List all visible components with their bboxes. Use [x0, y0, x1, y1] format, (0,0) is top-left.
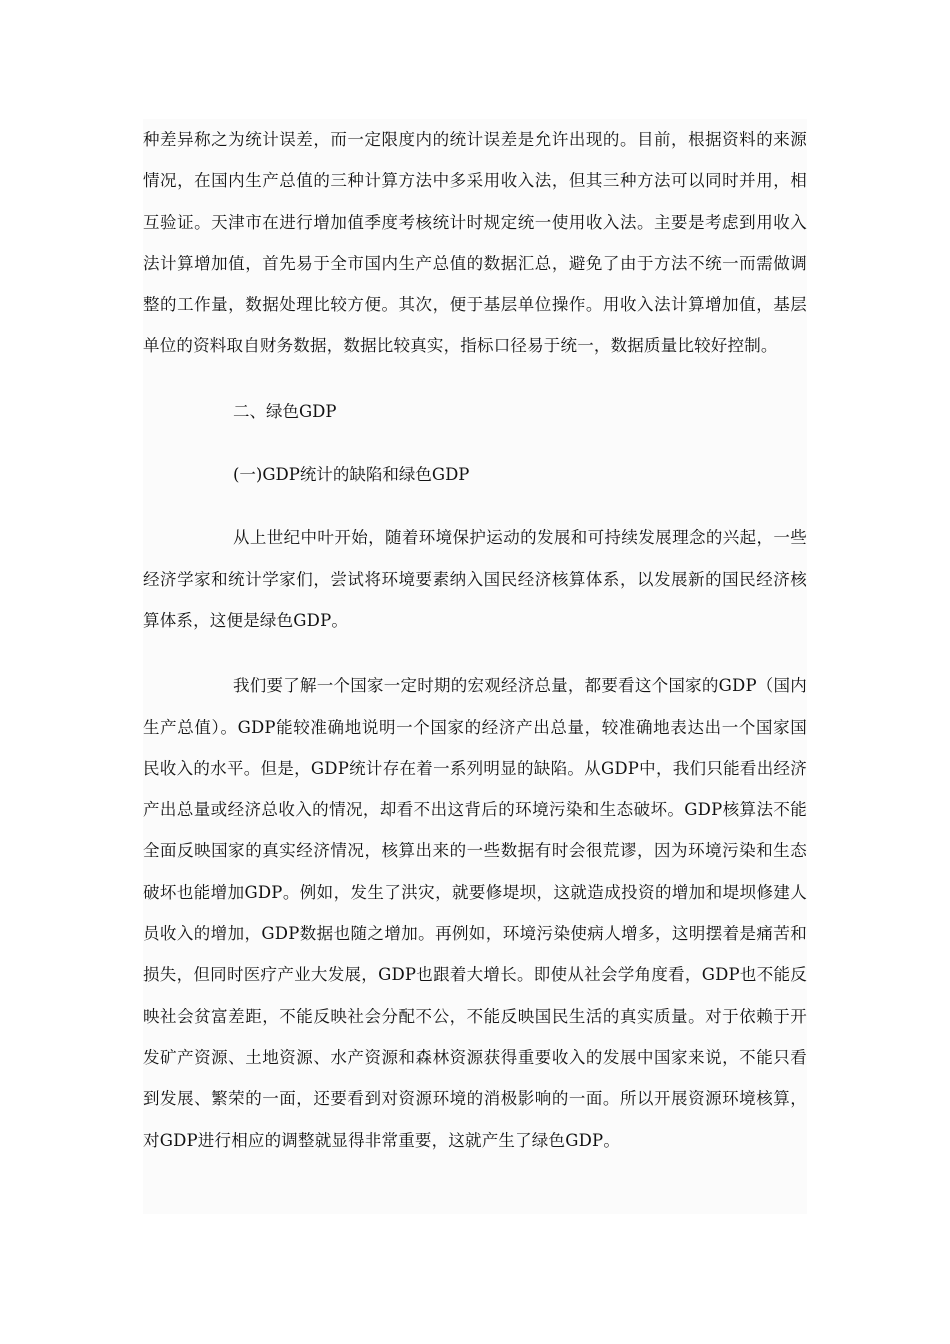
spacer [143, 432, 807, 454]
spacer [143, 367, 807, 391]
paragraph-statistical-error: 种差异称之为统计误差，而一定限度内的统计误差是允许出现的。目前，根据资料的来源情况，在国内生产总值的三种计算方法中多采用收入法，但其三种方法可以同时并用，相互验证。天津市在进行增加值季度考核统计时规定统一使用收入法。主要是考虑到用收入法计算增加值，首先易于全市国内生产总值的数据汇总，避免了由于方法不统一而需做调整的工作量，数据处理比较方便。其次，便于基层单位操作。用收入法计算增加值，基层单位的资料取自财务数据，数据比较真实，指标口径易于统一，数据质量比较好控制。 [143, 130, 807, 356]
document-text-block [143, 119, 807, 1214]
spacer [143, 641, 807, 665]
subsection-heading-gdp-defects: (一)GDP统计的缺陷和绿色GDP [233, 465, 470, 485]
section-heading-green-gdp: 二、绿色GDP [233, 401, 337, 421]
paragraph-green-gdp-origin: 从上世纪中叶开始，随着环境保护运动的发展和可持续发展理念的兴起，一些经济学家和统计学家们，尝试将环境要素纳入国民经济核算体系，以发展新的国民经济核算体系，这便是绿色GDP。 [143, 528, 807, 630]
paragraph-gdp-limitations: 我们要了解一个国家一定时期的宏观经济总量，都要看这个国家的GDP（国内生产总值）。GDP能较准确地说明一个国家的经济产出总量，较准确地表达出一个国家国民收入的水平。但是，GDP统计存在着一系列明显的缺陷。从GDP中，我们只能看出经济产出总量或经济总收入的情况，却看不出这背后的环境污染和生态破坏。GDP核算法不能全面反映国家的真实经济情况，核算出来的一些数据有时会很荒谬，因为环境污染和生态破坏也能增加GDP。例如，发生了洪灾，就要修堤坝，这就造成投资的增加和堤坝修建人员收入的增加，GDP数据也随之增加。再例如，环境污染使病人增多，这明摆着是痛苦和损失，但同时医疗产业大发展，GDP也跟着大增长。即使从社会学角度看，GDP也不能反映社会贫富差距，不能反映社会分配不公，不能反映国民生活的真实质量。对于依赖于开发矿产资源、土地资源、水产资源和森林资源获得重要收入的发展中国家来说，不能只看到发展、繁荣的一面，还要看到对资源环境的消极影响的一面。所以开展资源环境核算，对GDP进行相应的调整就显得非常重要，这就产生了绿色GDP。 [143, 676, 807, 1150]
spacer [143, 495, 807, 517]
